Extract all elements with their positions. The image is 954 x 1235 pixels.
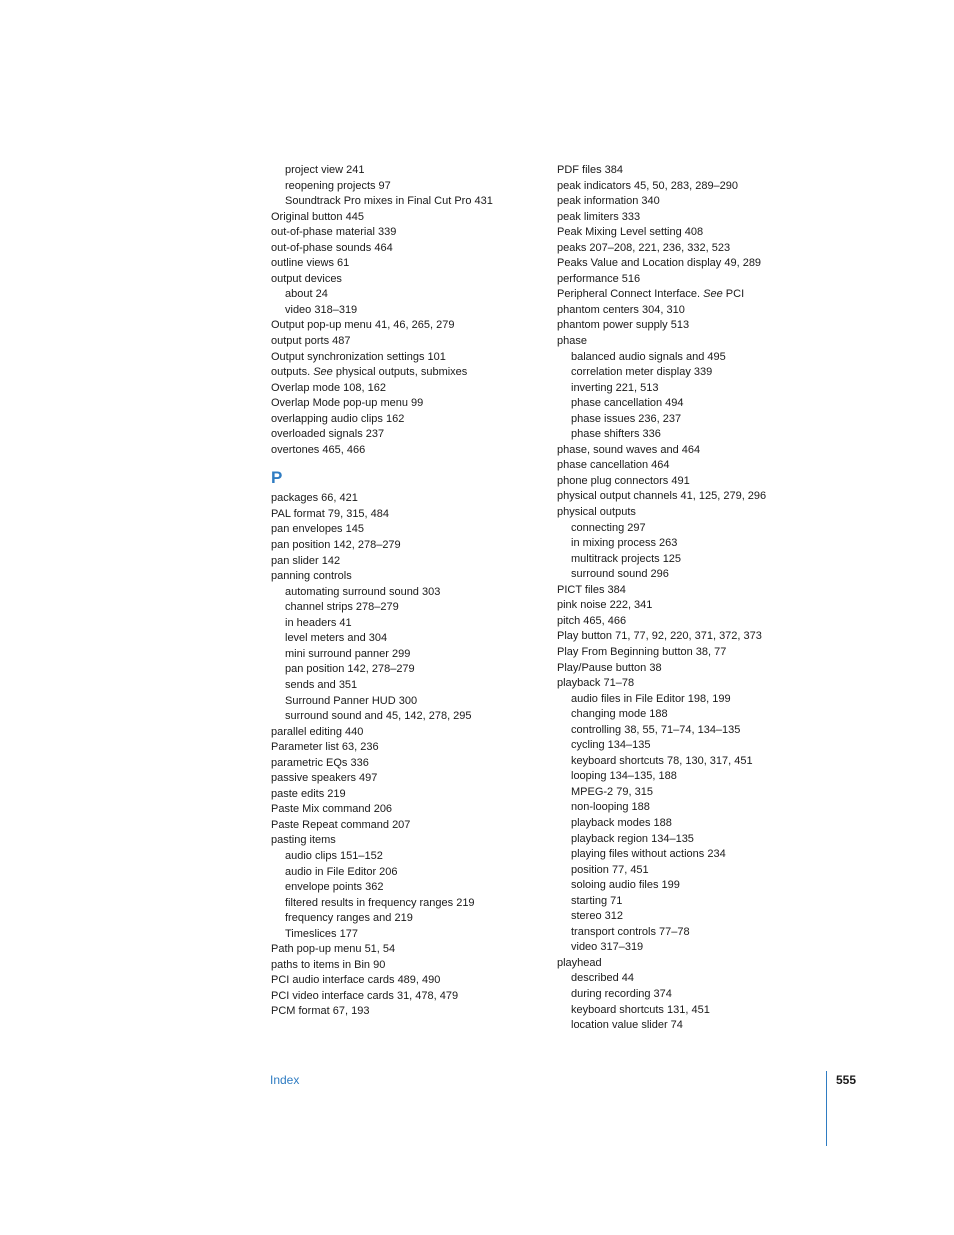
index-subentry: Timeslices 177	[285, 927, 358, 940]
footer-divider	[826, 1071, 827, 1146]
index-entry: PAL format 79, 315, 484	[271, 507, 390, 520]
index-entry: pasting items	[271, 834, 336, 847]
index-entry: Overlap mode 108, 162	[271, 381, 386, 394]
see-reference-target[interactable]: physical outputs, submixes	[335, 366, 468, 379]
index-subentry: keyboard shortcuts 78, 130, 317, 451	[571, 754, 753, 767]
index-subentry: about 24	[285, 288, 328, 301]
index-entry: overloaded signals 237	[271, 428, 385, 441]
index-entry: peak limiters 333	[557, 210, 641, 223]
index-entry: phone plug connectors 491	[557, 474, 690, 487]
index-subentry: automating surround sound 303	[285, 585, 441, 598]
index-entry: peaks 207–208, 221, 236, 332, 523	[557, 241, 731, 254]
index-subentry: video 318–319	[285, 303, 358, 316]
index-letter-heading: P	[271, 468, 283, 488]
index-entry: overlapping audio clips 162	[271, 412, 405, 425]
index-subentry: audio files in File Editor 198, 199	[571, 692, 731, 705]
index-entry: pan envelopes 145	[271, 523, 364, 536]
index-entry: physical outputs	[557, 506, 636, 519]
index-subentry: filtered results in frequency ranges 219	[285, 896, 475, 909]
index-entry	[271, 365, 541, 381]
index-entry: Play From Beginning button 38, 77	[557, 645, 727, 658]
index-entry: physical output channels 41, 125, 279, 296	[557, 490, 767, 503]
index-subentry: inverting 221, 513	[571, 381, 659, 394]
index-entry: Play/Pause button 38	[557, 661, 662, 674]
index-entry: peak indicators 45, 50, 283, 289–290	[557, 179, 739, 192]
index-entry: panning controls	[271, 570, 352, 583]
index-entry: Paste Mix command 206	[271, 803, 393, 816]
index-entry: Output synchronization settings 101	[271, 350, 446, 363]
index-entry: pink noise 222, 341	[557, 599, 653, 612]
index-entry: output devices	[271, 272, 342, 285]
footer-section-label[interactable]: Index	[270, 1073, 300, 1087]
index-subentry: changing mode 188	[571, 708, 668, 721]
index-entry: out-of-phase sounds 464	[271, 241, 393, 254]
index-entry: Original button 445	[271, 210, 364, 223]
index-subentry: Surround Panner HUD 300	[285, 694, 418, 707]
index-entry: PICT files 384	[557, 583, 626, 596]
index-subentry: envelope points 362	[285, 881, 384, 894]
index-subentry: controlling 38, 55, 71–74, 134–135	[571, 723, 741, 736]
index-subentry: surround sound and 45, 142, 278, 295	[285, 710, 472, 723]
index-entry: packages 66, 421	[271, 492, 358, 505]
index-subentry: described 44	[571, 972, 634, 985]
index-entry: phase, sound waves and 464	[557, 443, 701, 456]
see-reference-label: See	[313, 366, 333, 379]
index-subentry: location value slider 74	[571, 1019, 683, 1032]
index-entry: Peak Mixing Level setting 408	[557, 226, 704, 239]
index-entry-term: outputs.	[271, 366, 311, 379]
index-subentry: Soundtrack Pro mixes in Final Cut Pro 431	[285, 195, 493, 208]
index-subentry: position 77, 451	[571, 863, 649, 876]
index-subentry: during recording 374	[571, 987, 672, 1000]
index-entry: phantom power supply 513	[557, 319, 690, 332]
index-subentry: phase issues 236, 237	[571, 412, 682, 425]
index-column-left	[271, 163, 541, 1020]
index-subentry: multitrack projects 125	[571, 552, 682, 565]
index-subentry: sends and 351	[285, 678, 358, 691]
index-subentry: surround sound 296	[571, 568, 669, 581]
index-entry: phantom centers 304, 310	[557, 303, 685, 316]
index-entry: overtones 465, 466	[271, 443, 366, 456]
index-entry: pan position 142, 278–279	[271, 539, 401, 552]
index-entry: parametric EQs 336	[271, 756, 369, 769]
index-subentry: in headers 41	[285, 616, 352, 629]
index-entry: PDF files 384	[557, 164, 624, 176]
index-subentry: phase cancellation 494	[571, 397, 684, 410]
index-entry: Peaks Value and Location display 49, 289	[557, 257, 762, 270]
index-entry: output ports 487	[271, 335, 351, 348]
index-subentry: channel strips 278–279	[285, 601, 399, 614]
index-entry: phase	[557, 335, 587, 348]
index-subentry: connecting 297	[571, 521, 646, 534]
index-entry: parallel editing 440	[271, 725, 364, 738]
index-subentry: non-looping 188	[571, 801, 650, 814]
index-entry: performance 516	[557, 272, 641, 285]
index-subentry: transport controls 77–78	[571, 925, 690, 938]
index-subentry: level meters and 304	[285, 632, 388, 645]
index-subentry: correlation meter display 339	[571, 366, 713, 379]
index-entry: peak information 340	[557, 195, 660, 208]
index-subentry: phase shifters 336	[571, 428, 661, 441]
see-reference-label: See	[703, 288, 723, 301]
index-entry: playback 71–78	[557, 677, 635, 690]
index-subentry: video 317–319	[571, 941, 644, 954]
index-entry: paths to items in Bin 90	[271, 958, 386, 971]
index-subentry: playing files without actions 234	[571, 848, 726, 861]
index-subentry: soloing audio files 199	[571, 879, 680, 892]
index-subentry: in mixing process 263	[571, 537, 678, 550]
index-entry: Output pop-up menu 41, 46, 265, 279	[271, 319, 455, 332]
index-subentry: playback region 134–135	[571, 832, 694, 845]
index-subentry: reopening projects 97	[285, 179, 391, 192]
index-entry	[557, 287, 817, 303]
index-subentry: stereo 312	[571, 910, 623, 923]
index-entry: Play button 71, 77, 92, 220, 371, 372, 373	[557, 630, 762, 643]
index-subentry: audio clips 151–152	[285, 849, 383, 862]
index-entry: PCI audio interface cards 489, 490	[271, 974, 441, 987]
page-number: 555	[836, 1073, 857, 1087]
index-entry: Overlap Mode pop-up menu 99	[271, 397, 424, 410]
index-entry: out-of-phase material 339	[271, 226, 397, 239]
index-column-right	[557, 163, 817, 1034]
index-entry: PCM format 67, 193	[271, 1005, 370, 1018]
index-entry-term: Peripheral Connect Interface.	[557, 288, 701, 301]
index-subentry: keyboard shortcuts 131, 451	[571, 1003, 710, 1016]
index-subentry: cycling 134–135	[571, 739, 651, 752]
index-entry: Path pop-up menu 51, 54	[271, 943, 396, 956]
index-subentry: starting 71	[571, 894, 623, 907]
index-entry: Paste Repeat command 207	[271, 818, 411, 831]
index-subentry: frequency ranges and 219	[285, 912, 413, 925]
index-entry: outline views 61	[271, 257, 350, 270]
index-subentry: playback modes 188	[571, 816, 672, 829]
index-entry: Parameter list 63, 236	[271, 741, 379, 754]
index-entry: paste edits 219	[271, 787, 346, 800]
index-subentry: pan position 142, 278–279	[285, 663, 415, 676]
index-subentry: mini surround panner 299	[285, 647, 411, 660]
index-subentry: MPEG-2 79, 315	[571, 785, 653, 798]
index-entry: pan slider 142	[271, 554, 341, 567]
index-entry: PCI video interface cards 31, 478, 479	[271, 989, 459, 1002]
index-subentry: audio in File Editor 206	[285, 865, 398, 878]
index-subentry: project view 241	[285, 164, 365, 176]
index-entry: passive speakers 497	[271, 772, 378, 785]
index-subentry: balanced audio signals and 495	[571, 350, 726, 363]
index-entry: playhead	[557, 956, 602, 969]
index-subentry: looping 134–135, 188	[571, 770, 677, 783]
index-entry: pitch 465, 466	[557, 614, 627, 627]
index-entry: phase cancellation 464	[557, 459, 670, 472]
see-reference-target[interactable]: PCI	[725, 288, 745, 301]
